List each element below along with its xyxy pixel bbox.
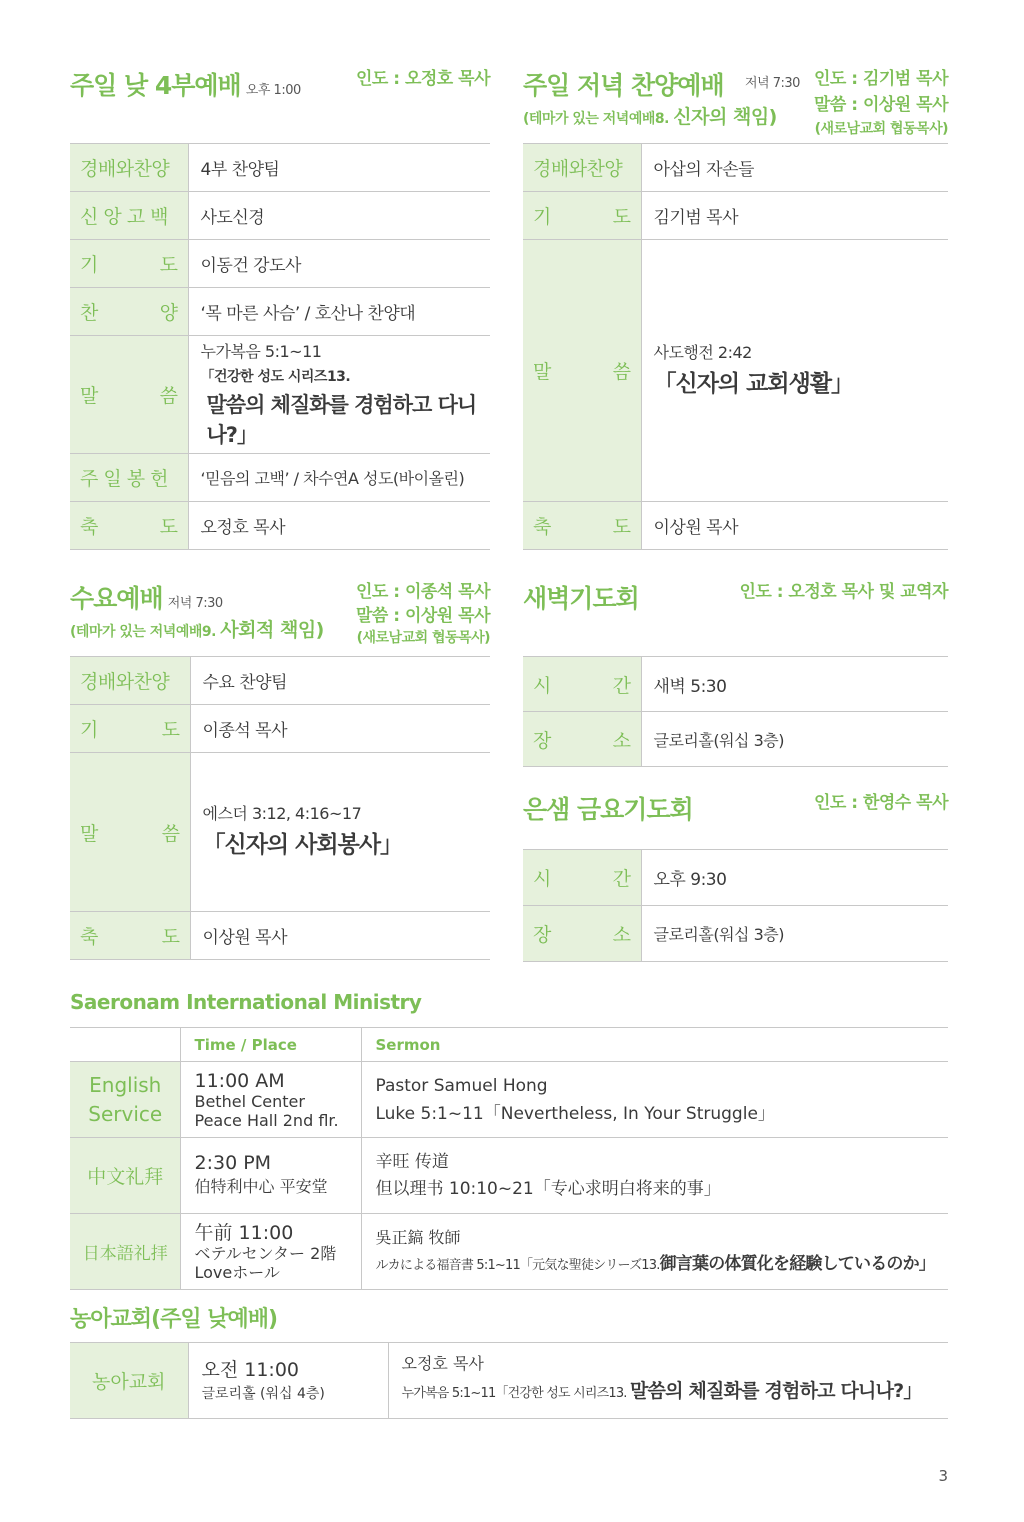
table-row — [70, 753, 490, 912]
dawn-table — [523, 656, 948, 767]
row-label-a: 말 — [533, 361, 551, 383]
row-label-a: 기 — [80, 719, 98, 741]
row-label-b: 도 — [161, 926, 180, 948]
row-label-a: 시 — [533, 868, 551, 890]
sermon-text: ルカによる福音書 5:1~11「元気な聖徒シリーズ13.御言葉の体質化を経験しているのか」 — [375, 1253, 935, 1274]
row-label-b: 도 — [159, 254, 178, 276]
row-value: 이상원 목사 — [641, 502, 948, 550]
sermon-reference: 에스더 3:12, 4:16~17 — [202, 804, 362, 823]
sunday-evening-lead: 인도 : 김기범 목사 — [813, 69, 948, 89]
preacher: Pastor Samuel Hong — [375, 1075, 548, 1096]
dawn-lead: 인도 : 오정호 목사 및 교역자 — [739, 582, 948, 602]
table-row — [523, 144, 948, 192]
page-number: 3 — [938, 1467, 948, 1485]
friday-title: 은샘 금요기도회 — [523, 795, 693, 824]
table-row — [70, 240, 490, 288]
sunday-evening-note: (새로남교회 협동목사) — [814, 121, 948, 137]
service-time: 2:30 PM — [194, 1151, 272, 1174]
table-row — [70, 1062, 948, 1138]
row-label-b: 간 — [612, 674, 631, 697]
row-value: 글로리홀(워십 3층) — [641, 712, 948, 767]
row-value: 이동건 강도사 — [188, 240, 490, 288]
dawn-title: 새벽기도회 — [523, 584, 639, 613]
row-value: 글로리홀(워십 3층) — [641, 906, 948, 962]
row-label-b: 도 — [612, 516, 631, 538]
row-label: 신 앙 고 백 — [70, 192, 188, 240]
international-title: Saeronam International Ministry — [70, 990, 422, 1014]
row-label-b: 도 — [612, 206, 631, 228]
row-value: ‘믿음의 고백’ / 차수연A 성도(바이올린) — [188, 454, 490, 502]
table-row — [70, 336, 490, 454]
service-place-2: Loveホール — [194, 1262, 280, 1282]
friday-table — [523, 849, 948, 962]
table-row — [523, 906, 948, 962]
table-row — [523, 240, 948, 502]
preacher: 오정호 목사 — [401, 1354, 484, 1373]
preacher: 吳正鎬 牧師 — [375, 1227, 461, 1247]
row-value: 새벽 5:30 — [641, 657, 948, 712]
row-value: 이상원 목사 — [190, 912, 490, 960]
sunday-evening-time: 저녁 7:30 — [745, 76, 800, 91]
row-label-a: 기 — [533, 206, 551, 228]
sermon-text: Luke 5:1~11「Nevertheless, In Your Struggle」 — [375, 1103, 775, 1124]
table-row — [70, 705, 490, 753]
wednesday-note: (새로남교회 협동목사) — [356, 630, 490, 646]
row-label-b: 소 — [612, 729, 631, 752]
row-value: ‘목 마른 사슴’ / 호산나 찬양대 — [188, 288, 490, 336]
preacher: 辛旺 传道 — [375, 1151, 449, 1172]
sunday-evening-subtitle: (테마가 있는 저녁예배8. 신자의 책임) — [523, 106, 777, 128]
sermon-text: 누가복음 5:1~11「건강한 성도 시리즈13. 말씀의 체질화를 경험하고 다니나?」 — [401, 1380, 922, 1402]
service-place: ベテルセンター 2階 — [194, 1243, 337, 1263]
sermon-reference: 사도행전 2:42 — [653, 342, 752, 362]
row-label-a: 시 — [533, 674, 551, 697]
sunday4-header — [70, 66, 301, 102]
row-label-b: 도 — [159, 516, 178, 538]
row-value: 이종석 목사 — [190, 705, 490, 753]
row-label-a: 축 — [80, 926, 98, 948]
table-row — [70, 1214, 948, 1290]
sermon-series: 「건강한 성도 시리즈13. — [200, 368, 351, 385]
row-label-b: 간 — [612, 868, 631, 890]
service-label: 中文礼拜 — [70, 1138, 181, 1214]
wednesday-title: 수요예배 — [70, 584, 163, 613]
sunday4-title: 주일 낮 4부예배 — [70, 71, 241, 100]
service-label-2: Service — [88, 1101, 163, 1126]
service-label: English — [89, 1072, 162, 1097]
sermon-title: 「신자의 사회봉사」 — [202, 832, 403, 858]
row-value: 오후 9:30 — [641, 850, 948, 906]
sermon-title: 말씀의 체질화를 경험하고 다니나?」 — [206, 392, 477, 447]
sunday-evening-header — [523, 66, 777, 129]
wednesday-time: 저녁 7:30 — [167, 596, 223, 611]
sunday-evening-title: 주일 저녁 찬양예배 — [523, 71, 724, 100]
sunday-evening-table — [523, 143, 948, 550]
row-label-b: 소 — [612, 924, 631, 946]
table-row — [523, 657, 948, 712]
table-header-row — [70, 1028, 948, 1062]
table-row — [70, 657, 490, 705]
wednesday-subtitle: (테마가 있는 저녁예배9. 사회적 책임) — [70, 619, 324, 641]
table-row — [70, 454, 490, 502]
deaf-church-title: 농아교회(주일 낮예배) — [70, 1307, 278, 1332]
sunday4-time: 오후 1:00 — [245, 83, 301, 98]
row-value: 수요 찬양팀 — [190, 657, 490, 705]
friday-lead: 인도 : 한영수 목사 — [813, 793, 948, 813]
table-row — [70, 288, 490, 336]
header-time-place: Time / Place — [181, 1028, 362, 1062]
row-value: 김기범 목사 — [641, 192, 948, 240]
service-place: 글로리홀 (워십 4층) — [201, 1385, 325, 1402]
sermon-text: 但以理书 10:10~21「专心求明白将来的事」 — [375, 1178, 721, 1199]
row-label-a: 축 — [533, 516, 551, 538]
table-row — [70, 912, 490, 960]
row-value: 아삽의 자손들 — [641, 144, 948, 192]
row-label-b: 씀 — [159, 385, 178, 407]
row-label-a: 말 — [80, 385, 98, 407]
table-row — [70, 502, 490, 550]
wednesday-table — [70, 656, 490, 960]
table-row — [523, 502, 948, 550]
service-place-2: Peace Hall 2nd flr. — [194, 1110, 339, 1130]
sunday-evening-preacher: 말씀 : 이상원 목사 — [813, 95, 948, 115]
table-row — [70, 192, 490, 240]
row-label: 경배와찬양 — [70, 657, 190, 705]
row-label-a: 장 — [533, 729, 551, 752]
row-label-a: 말 — [80, 822, 98, 845]
sunday-evening-leads — [780, 66, 948, 139]
service-label: 日本語礼拝 — [70, 1214, 181, 1290]
service-time: 오전 11:00 — [201, 1358, 300, 1381]
sunday4-table — [70, 143, 490, 550]
row-label: 주 일 봉 헌 — [70, 454, 188, 502]
table-row — [70, 144, 490, 192]
row-value: 오정호 목사 — [188, 502, 490, 550]
row-label-a: 찬 — [80, 302, 98, 324]
service-place: 伯特利中心 平安堂 — [194, 1176, 328, 1196]
service-label: 농아교회 — [70, 1343, 188, 1419]
row-label: 경배와찬양 — [70, 144, 188, 192]
table-row — [523, 712, 948, 767]
header-sermon: Sermon — [362, 1028, 948, 1062]
international-table — [70, 1027, 948, 1290]
wednesday-leads — [330, 579, 490, 648]
table-row — [70, 1343, 948, 1419]
row-value: 사도신경 — [188, 192, 490, 240]
row-label-b: 씀 — [161, 822, 180, 845]
service-time: 11:00 AM — [194, 1069, 285, 1092]
table-row — [523, 850, 948, 906]
row-label-b: 도 — [161, 719, 180, 741]
row-label-a: 장 — [533, 924, 551, 946]
wednesday-preacher: 말씀 : 이상원 목사 — [355, 606, 490, 626]
row-label-b: 씀 — [612, 361, 631, 383]
row-label-b: 양 — [159, 302, 178, 324]
row-label-a: 기 — [80, 254, 98, 276]
service-place: Bethel Center — [194, 1091, 305, 1111]
wednesday-header — [70, 579, 324, 642]
row-label-a: 축 — [80, 516, 98, 538]
wednesday-lead: 인도 : 이종석 목사 — [355, 582, 490, 602]
row-label: 경배와찬양 — [523, 144, 641, 192]
sermon-title: 「신자의 교회생활」 — [653, 370, 854, 397]
table-row — [523, 192, 948, 240]
deaf-church-table — [70, 1342, 948, 1419]
service-time: 午前 11:00 — [194, 1221, 294, 1244]
table-row — [70, 1138, 948, 1214]
sermon-reference: 누가복음 5:1~11 — [200, 341, 322, 361]
row-value: 4부 찬양팀 — [188, 144, 490, 192]
sunday4-lead: 인도 : 오정호 목사 — [355, 69, 490, 89]
